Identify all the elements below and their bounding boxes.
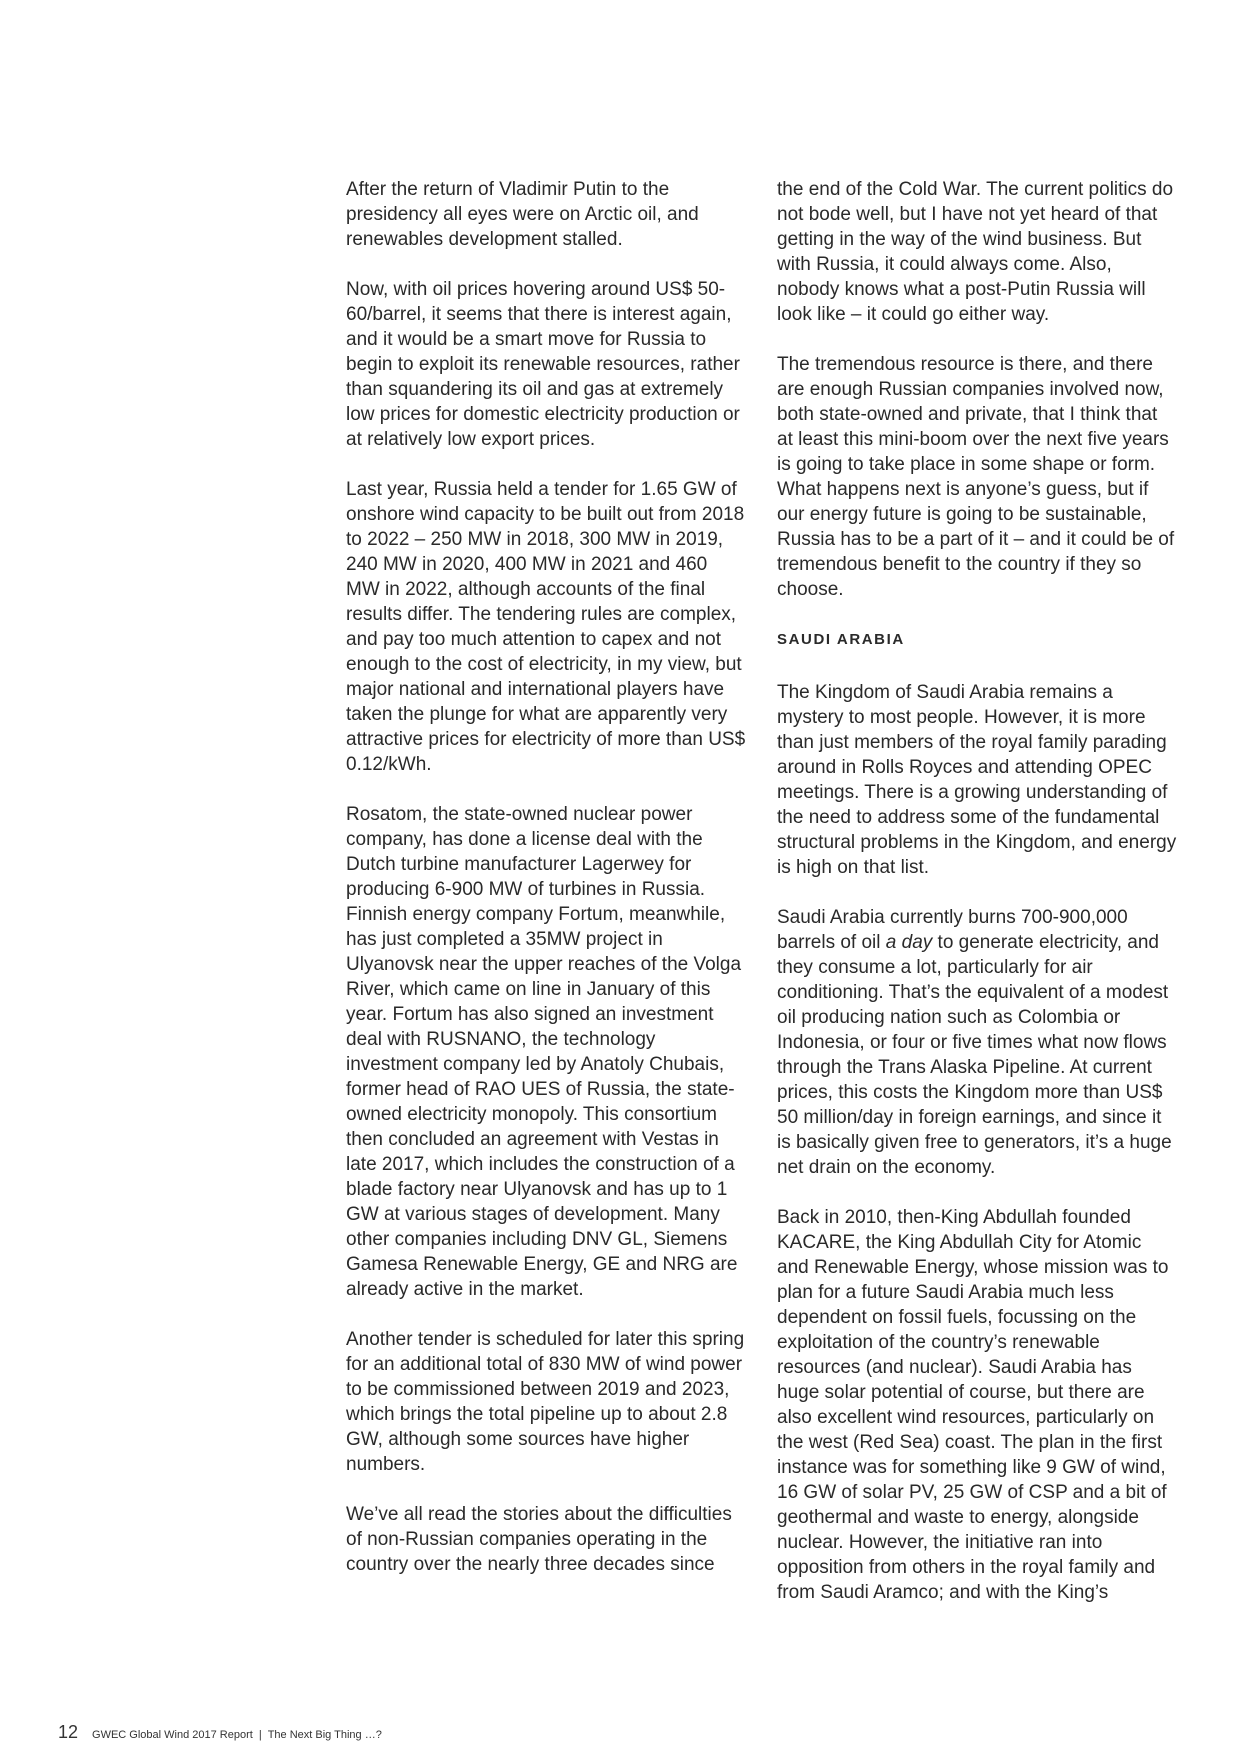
- paragraph: Last year, Russia held a tender for 1.65 GW of onshore wind capacity to be built out from 2018 to 2022 – 250 MW in 2018, 300 MW in 2019, 240 MW in 2020, 400 MW in 2021 and 460 MW in 2022, although accounts of the final results differ. The tendering rules are complex, and pay too much attention to capex and not enough to the cost of electricity, in my view, but major national and international players have taken the plunge for what are apparently very attractive prices for electricity of more than US$ 0.12/kWh.: [346, 479, 746, 775]
- left-column: [346, 177, 746, 1602]
- paragraph-text: to generate electricity, and they consume a lot, particularly for air conditioning. That’s the equivalent of a modest oil producing nation such as Colombia or Indonesia, or four or five times what now flows through the Trans Alaska Pipeline. At current prices, this costs the Kingdom more than US$ 50 million/day in foreign earnings, and since it is basically given free to generators, it’s a huge net drain on the economy.: [777, 932, 1172, 1178]
- section-title: The Next Big Thing …?: [267, 1729, 382, 1741]
- paragraph: The Kingdom of Saudi Arabia remains a mystery to most people. However, it is more than just members of the royal family parading around in Rolls Royces and attending OPEC meetings. There is a growing understanding of the need to address some of the fundamental structural problems in the Kingdom, and energy is high on that list.: [777, 682, 1177, 878]
- paragraph: the end of the Cold War. The current politics do not bode well, but I have not yet heard of that getting in the way of the wind business. But with Russia, it could always come. Also, nobody knows what a post-Putin Russia will look like – it could go either way.: [777, 179, 1174, 325]
- emphasis-text: a day: [885, 932, 933, 953]
- paragraph-text: Saudi Arabia currently burns 700-900,000 barrels of oil: [777, 907, 1128, 953]
- section-heading: SAUDI ARABIA: [777, 631, 905, 648]
- page-footer: [58, 1722, 382, 1743]
- footer-separator: |: [258, 1729, 262, 1741]
- report-title: GWEC Global Wind 2017 Report: [92, 1729, 253, 1741]
- paragraph: Rosatom, the state-owned nuclear power company, has done a license deal with the Dutch turbine manufacturer Lagerwey for producing 6-900 MW of turbines in Russia. Finnish energy company Fortum, meanwhile, has just completed a 35MW project in Ulyanovsk near the upper reaches of the Volga River, which came on line in January of this year. Fortum has also signed an investment deal with RUSNANO, the technology investment company led by Anatoly Chubais, former head of RAO UES of Russia, the state-owned electricity monopoly. This consortium then concluded an agreement with Vestas in late 2017, which includes the construction of a blade factory near Ulyanovsk and has up to 1 GW at various stages of development. Many other companies including DNV GL, Siemens Gamesa Renewable Energy, GE and NRG are already active in the market.: [346, 804, 742, 1300]
- right-column: [777, 177, 1177, 1630]
- paragraph: After the return of Vladimir Putin to the presidency all eyes were on Arctic oil, and renewables development stalled.: [346, 179, 699, 250]
- paragraph: We’ve all read the stories about the difficulties of non-Russian companies operating in the country over the nearly three decades since: [346, 1504, 732, 1575]
- paragraph: Another tender is scheduled for later this spring for an additional total of 830 MW of wind power to be commissioned between 2019 and 2023, which brings the total pipeline up to about 2.8 GW, although some sources have higher numbers.: [346, 1329, 745, 1475]
- page-number: 12: [58, 1722, 79, 1742]
- paragraph: [777, 905, 1177, 1180]
- paragraph: Back in 2010, then-King Abdullah founded KACARE, the King Abdullah City for Atomic and Renewable Energy, whose mission was to plan for a future Saudi Arabia much less dependent on fossil fuels, focussing on the exploitation of the country’s renewable resources (and nuclear). Saudi Arabia has huge solar potential of course, but there are also excellent wind resources, particularly on the west (Red Sea) coast. The plan in the first instance was for something like 9 GW of wind, 16 GW of solar PV, 25 GW of CSP and a bit of geothermal and waste to energy, alongside nuclear. However, the initiative ran into opposition from others in the royal family and from Saudi Aramco; and with the King’s: [777, 1207, 1169, 1603]
- paragraph: The tremendous resource is there, and there are enough Russian companies involved now, both state-owned and private, that I think that at least this mini-boom over the next five years is going to take place in some shape or form. What happens next is anyone’s guess, but if our energy future is going to be sustainable, Russia has to be a part of it – and it could be of tremendous benefit to the country if they so choose.: [777, 354, 1175, 600]
- paragraph: Now, with oil prices hovering around US$ 50-60/barrel, it seems that there is interest again, and it would be a smart move for Russia to begin to exploit its renewable resources, rather than squandering its oil and gas at extremely low prices for domestic electricity production or at relatively low export prices.: [346, 279, 740, 450]
